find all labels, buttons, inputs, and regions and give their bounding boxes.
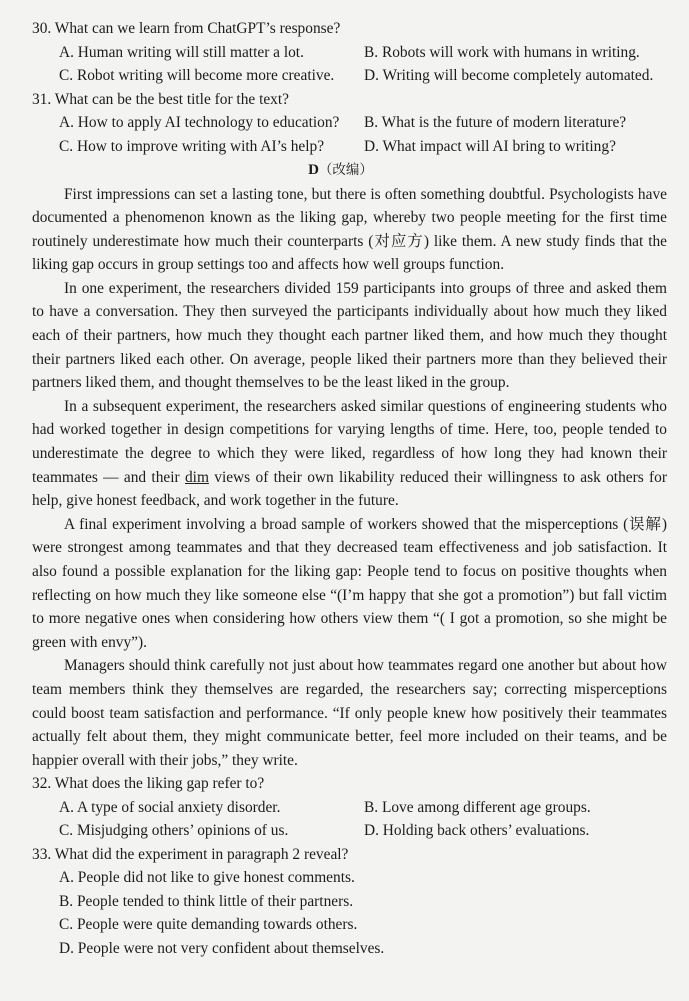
passage-paragraph-4: A final experiment involving a broad sample of workers showed that the misperceptions (误解) were strongest among teammates and that they decreased team effectiveness and job satisfaction. It also found a possible explanation for the liking gap: People tend to focus on positive thoughts when reflecting on how much they like someone else “(I’m happy that she got a promotion”) but fall victim to more negative ones when considering how others view them “( I got a promotion, so she might be green with envy”). <box>32 515 667 651</box>
question-32-options-row-1 <box>32 796 667 820</box>
paragraph-3-text-before: In a subsequent experiment, the researchers asked similar questions of engineering students who had worked together in design competitions for varying lengths of time. Here, too, people tended to underestimate the degree to which they were liked, regardless of how long they had known their teammates — and their <box>32 397 667 486</box>
section-letter: D <box>308 162 319 178</box>
question-33-option-c[interactable]: C. People were quite demanding towards others. <box>59 916 358 934</box>
passage-paragraph-1: First impressions can set a lasting tone, but there is often something doubtful. Psychologists have documented a phenomenon known as the liking gap, whereby two people meeting for the first time routinely underestimate how much their counterparts (对应方) like them. A new study finds that the liking gap occurs in group settings too and affects how well groups function. <box>32 185 667 274</box>
question-31-option-d[interactable]: D. What impact will AI bring to writing? <box>364 137 616 155</box>
question-30-option-d[interactable]: D. Writing will become completely automated. <box>364 67 654 84</box>
question-31-options-row-1 <box>32 111 667 135</box>
question-32-option-b[interactable]: B. Love among different age groups. <box>364 798 591 816</box>
question-31-option-a[interactable]: A. How to apply AI technology to education? <box>59 114 340 131</box>
passage-paragraph-2: In one experiment, the researchers divided 159 participants into groups of three and asked them to have a conversation. They then surveyed the participants individually about how much they liked each of their partners, how much they thought each partner liked them, and how much they thought their partners liked each other. On average, people liked their partners more than they believed their partners liked them, and thought themselves to be the least liked in the group. <box>32 279 667 392</box>
question-33-option-d[interactable]: D. People were not very confident about themselves. <box>59 939 385 957</box>
exam-page <box>32 17 667 960</box>
passage-paragraph-3 <box>32 395 667 513</box>
question-30-options-row-1 <box>32 41 667 65</box>
question-30-option-c[interactable]: C. Robot writing will become more creative. <box>59 67 335 84</box>
question-32-option-d[interactable]: D. Holding back others’ evaluations. <box>364 822 590 840</box>
question-32-option-a[interactable]: A. A type of social anxiety disorder. <box>59 798 281 816</box>
question-32-options-row-2 <box>32 819 667 843</box>
question-30-option-a[interactable]: A. Human writing will still matter a lot. <box>59 43 304 61</box>
question-30-options-row-2 <box>32 64 667 88</box>
question-30-option-b[interactable]: B. Robots will work with humans in writing. <box>364 43 640 61</box>
question-33-stem: 33. What did the experiment in paragraph 2 reveal? <box>32 845 349 863</box>
section-title <box>14 158 667 183</box>
question-31-option-c[interactable]: C. How to improve writing with AI’s help? <box>59 137 325 155</box>
question-31-options-row-2 <box>32 135 667 159</box>
question-30-stem: 30. What can we learn from ChatGPT’s response? <box>32 20 341 37</box>
question-32-option-c[interactable]: C. Misjudging others’ opinions of us. <box>59 822 289 840</box>
section-note: （改编） <box>318 162 373 177</box>
paragraph-3-text-after: views of their own likability reduced their willingness to ask others for help, give honest feedback, and work together in the future. <box>32 468 668 510</box>
question-32-stem: 32. What does the liking gap refer to? <box>32 775 265 793</box>
question-31-stem: 31. What can be the best title for the text? <box>32 90 289 108</box>
underlined-word-dim: dim <box>184 468 209 486</box>
question-31-option-b[interactable]: B. What is the future of modern literature? <box>364 114 627 131</box>
question-33-option-b[interactable]: B. People tended to think little of their partners. <box>59 892 354 910</box>
question-33-option-a[interactable]: A. People did not like to give honest comments. <box>59 869 355 887</box>
passage-paragraph-5: Managers should think carefully not just about how teammates regard one another but about how team members think they themselves are regarded, the researchers say; correcting misperceptions could boost team satisfaction and performance. “If only people knew how positively their teammates actually felt about them, they might communicate better, feel more included on their teams, and be happier overall with their jobs,” they write. <box>32 657 667 769</box>
